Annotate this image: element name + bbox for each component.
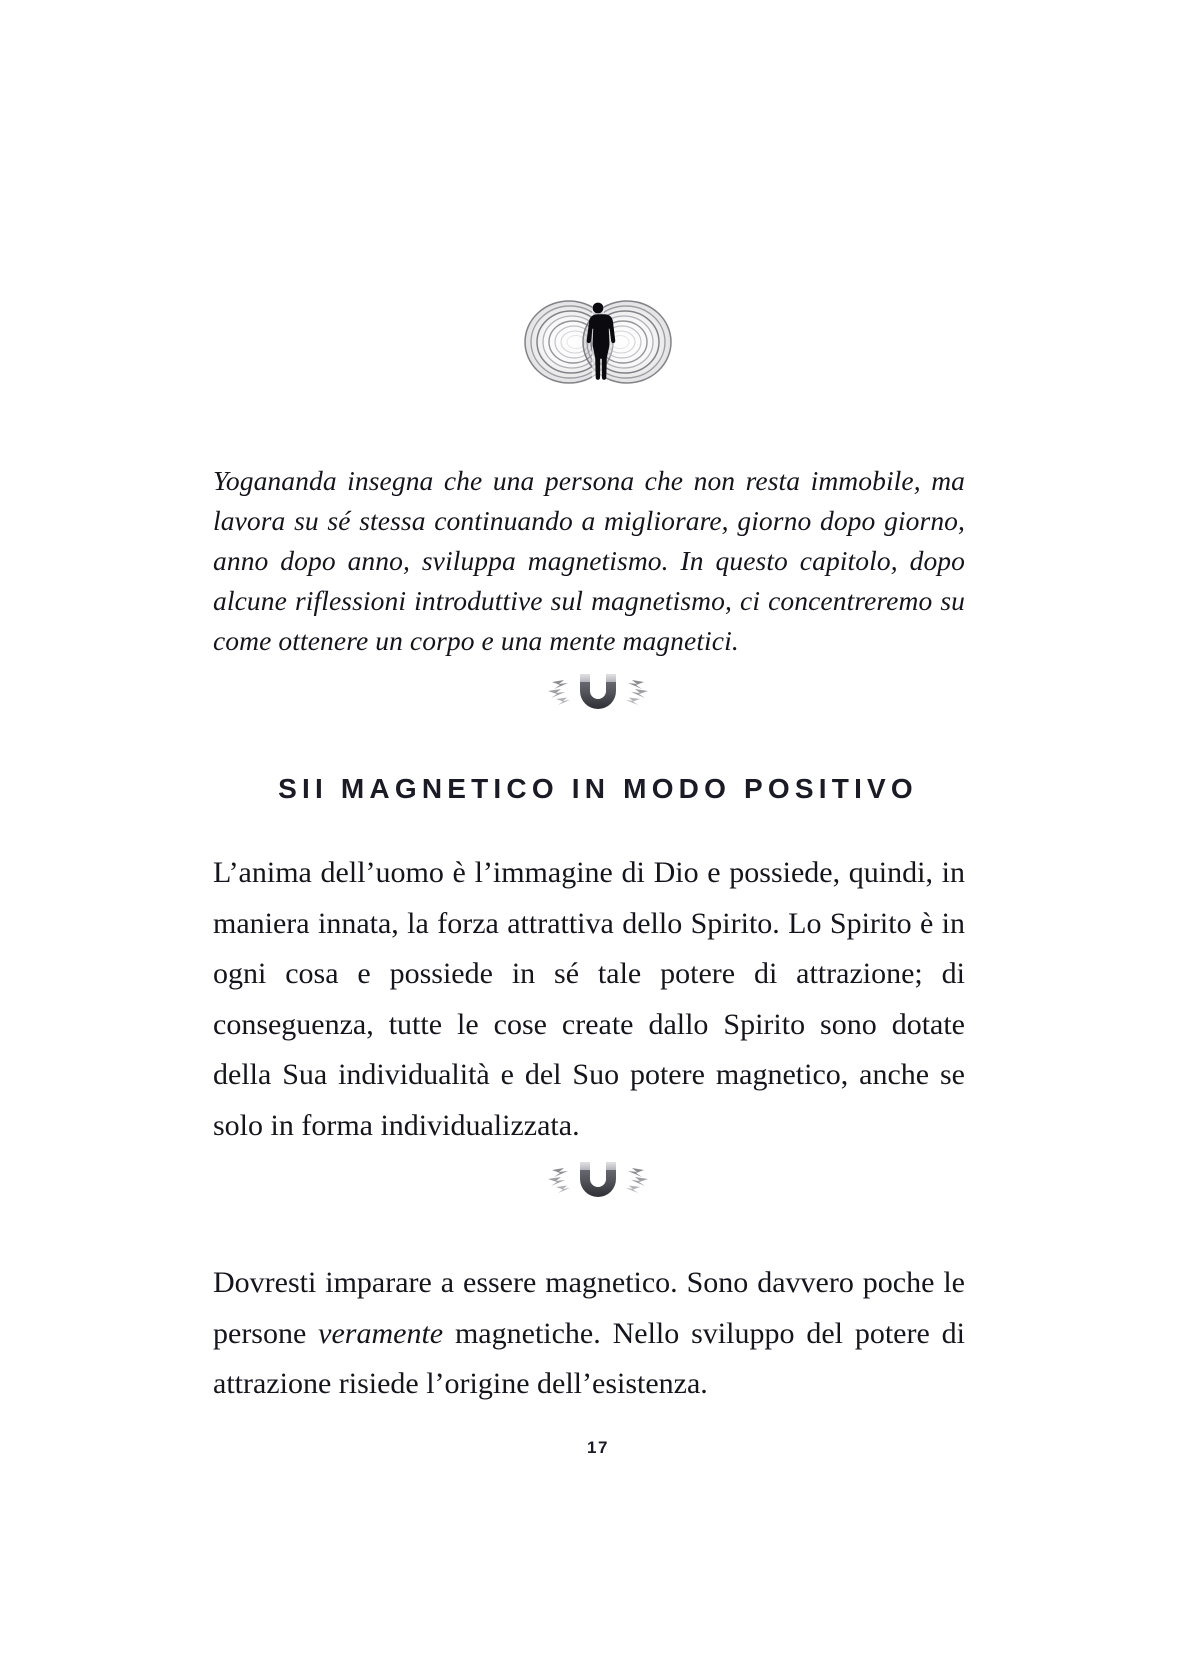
- emblem-container: [0, 296, 1196, 388]
- body-paragraph-1: L’anima dell’uomo è l’immagine di Dio e possiede, quindi, in maniera innata, la forza attrattiva dello Spirito. Lo Spirito è in ogni cosa e possiede in sé tale potere di attrazione; di conseguenza, tutte le cose create dallo Spirito sono dotate della Sua individualità e del Suo potere magnetico, anche se solo in forma individualizzata.: [213, 856, 965, 1142]
- divider-ornament-top: [0, 660, 1196, 712]
- section-heading: SII MAGNETICO IN MODO POSITIVO: [278, 773, 918, 805]
- lightning-bolts-left: [548, 1168, 570, 1193]
- page-number: 17: [587, 1438, 609, 1457]
- divider-ornament-bottom: [0, 1148, 1196, 1200]
- magnet-body: [580, 674, 616, 709]
- intro-paragraph: Yogananda insegna che una persona che non resta immobile, ma lavora su sé stessa continuando a migliorare, giorno dopo giorno, anno dopo anno, sviluppa magnetismo. In questo capitolo, dopo alcune riflessioni introduttive sul magnetismo, ci concentreremo su come ottenere un corpo e una mente magnetici.: [213, 464, 965, 656]
- paragraph-2-text-before: Dovresti imparare a essere magnetico. Sono davvero poche le persone: [213, 1266, 965, 1350]
- human-magnetic-field-emblem: [514, 296, 682, 388]
- magnet-body: [580, 1162, 616, 1197]
- paragraph-2-emphasis: veramente: [318, 1316, 444, 1350]
- paragraph-2-text-after: magnetiche. Nello sviluppo del potere di attrazione risiede l’origine dell’esistenza.: [213, 1316, 966, 1400]
- lightning-bolts-left: [548, 680, 570, 705]
- lightning-bolts-right: [626, 1168, 648, 1193]
- horseshoe-magnet-icon: [544, 660, 652, 712]
- body-paragraph-2: [213, 1258, 965, 1410]
- horseshoe-magnet-icon: [544, 1148, 652, 1200]
- lightning-bolts-right: [626, 680, 648, 705]
